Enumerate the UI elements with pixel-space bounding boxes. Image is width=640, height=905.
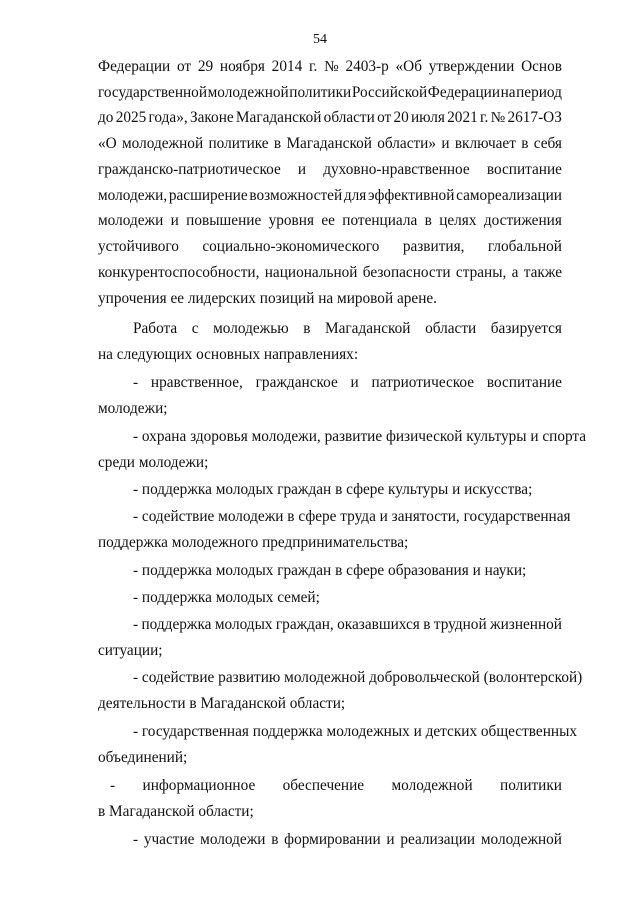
word: - — [133, 616, 139, 633]
word: Магаданской — [325, 320, 411, 337]
list-item — [110, 778, 562, 793]
word: Федерации — [98, 58, 171, 75]
word: устойчивого — [98, 238, 179, 255]
list-item-cont: деятельности в Магаданской области; — [98, 695, 346, 712]
list-item — [133, 832, 562, 847]
word: № — [490, 109, 506, 126]
word: информационное — [142, 777, 256, 794]
word: № — [324, 58, 339, 75]
word: воспитание — [486, 161, 562, 178]
paragraph-line — [98, 213, 562, 228]
word: с — [191, 320, 199, 337]
word: 2403-р — [345, 58, 389, 75]
word: в — [273, 135, 282, 152]
word: достижения — [483, 212, 562, 229]
word: «Об — [395, 58, 423, 75]
word: политике — [208, 135, 269, 152]
word: 20 — [393, 109, 409, 126]
word: молодежи, — [98, 187, 168, 204]
page-number: 54 — [313, 32, 327, 47]
word: молодежной — [480, 831, 562, 848]
word: Российской — [351, 84, 428, 101]
list-item-cont: ситуации; — [98, 642, 163, 659]
word: воспитание — [486, 374, 562, 391]
word: Магаданской — [235, 109, 322, 126]
word: в — [521, 135, 529, 152]
word: формировании — [284, 831, 381, 848]
word: базируется — [490, 320, 562, 337]
list-item-cont: объединений; — [98, 749, 188, 766]
paragraph-line — [98, 239, 562, 254]
word: политики — [289, 84, 352, 101]
word: 2014 — [271, 58, 303, 75]
word: также — [523, 264, 562, 281]
word: духовно-нравственное — [323, 161, 470, 178]
list-item — [133, 375, 562, 390]
word: г. — [480, 109, 489, 126]
word: государственной — [98, 84, 208, 101]
word: Магаданской — [286, 135, 372, 152]
word: политики — [500, 777, 562, 794]
word: молодежи — [98, 212, 164, 229]
paragraph-line: упрочения ее лидерских позиций на мировой арене. — [98, 290, 437, 307]
word: молодых — [214, 616, 273, 633]
paragraph-line — [133, 321, 562, 336]
word: в — [424, 212, 432, 229]
word: жизненной — [490, 616, 562, 633]
word: глобальной — [487, 238, 562, 255]
list-item: - поддержка молодых граждан в сфере культуры и искусства; — [133, 481, 533, 498]
word: области — [425, 320, 477, 337]
word: ноября — [219, 58, 265, 75]
word: и — [297, 161, 307, 178]
word: трудной — [433, 616, 487, 633]
word: и — [170, 212, 179, 229]
word: Работа — [133, 320, 178, 337]
word: конкурентоспособности, — [98, 264, 260, 281]
word: целях — [439, 212, 477, 229]
word: для — [343, 187, 367, 204]
list-item: - государственная поддержка молодежных и детских общественных — [133, 723, 577, 740]
word: 2021 — [447, 109, 478, 126]
word: молодежью — [213, 320, 289, 337]
word: социально-экономического — [202, 238, 380, 255]
paragraph-line — [98, 59, 562, 74]
word: расширение — [168, 187, 248, 204]
word: 2617-ОЗ — [507, 109, 562, 126]
word: молодежной — [122, 135, 204, 152]
list-item: - содействие развитию молодежной добровольческой (волонтерской) — [133, 669, 583, 686]
word: патриотическое — [371, 374, 475, 391]
list-item-cont: молодежи; — [98, 400, 168, 417]
paragraph-line: на следующих основных направлениях: — [98, 346, 359, 363]
list-item-cont: поддержка молодежного предпринимательства; — [98, 534, 409, 551]
word: уровня — [268, 212, 314, 229]
word: от — [176, 58, 192, 75]
word: оказавшихся — [337, 616, 420, 633]
list-item: - охрана здоровья молодежи, развитие физической культуры и спорта — [133, 428, 587, 445]
word: возможностей — [249, 187, 343, 204]
word: период — [516, 84, 562, 101]
word: - — [110, 777, 116, 794]
word: включает — [454, 135, 516, 152]
paragraph-line — [98, 85, 562, 100]
word: страны, — [455, 264, 507, 281]
word: себя — [533, 135, 562, 152]
paragraph-line — [98, 110, 562, 125]
word: г. — [309, 58, 318, 75]
word: молодежной — [391, 777, 473, 794]
paragraph-line — [98, 265, 562, 280]
list-item — [133, 617, 562, 632]
word: утверждении — [428, 58, 515, 75]
word: нравственное, — [150, 374, 243, 391]
word: в — [271, 831, 279, 848]
word: и — [441, 135, 450, 152]
word: развития, — [402, 238, 465, 255]
word: молодежи — [200, 831, 266, 848]
word: участие — [143, 831, 195, 848]
word: гражданское — [255, 374, 338, 391]
list-item-cont: среди молодежи; — [98, 454, 209, 471]
list-item: - поддержка молодых семей; — [133, 589, 320, 606]
word: - — [133, 831, 139, 848]
word: года», — [148, 109, 188, 126]
word: от — [377, 109, 392, 126]
word: - — [133, 374, 139, 391]
word: молодежной — [207, 84, 289, 101]
word: потенциала — [342, 212, 418, 229]
paragraph-line — [98, 136, 562, 151]
word: на — [500, 84, 516, 101]
word: ее — [321, 212, 335, 229]
word: реализации — [400, 831, 476, 848]
word: 29 — [197, 58, 214, 75]
list-item-cont: в Магаданской области; — [98, 803, 254, 820]
word: в — [303, 320, 311, 337]
word: гражданско-патриотическое — [98, 161, 281, 178]
word: эффективной — [368, 187, 455, 204]
word: поддержка — [141, 616, 212, 633]
list-item: - содействие молодежи в сфере труда и занятости, государственная — [133, 508, 571, 525]
list-item: - поддержка молодых граждан в сфере образования и науки; — [133, 562, 527, 579]
word: июля — [411, 109, 445, 126]
word: области» — [377, 135, 437, 152]
paragraph-line — [98, 188, 562, 203]
word: граждан, — [275, 616, 334, 633]
word: до — [98, 109, 114, 126]
word: Основ — [521, 58, 562, 75]
word: Федерации — [427, 84, 501, 101]
word: повышение — [186, 212, 262, 229]
word: Законе — [189, 109, 234, 126]
word: в — [423, 616, 431, 633]
word: обеспечение — [282, 777, 365, 794]
word: самореализации — [456, 187, 562, 204]
paragraph-line — [98, 162, 562, 177]
word: а — [511, 264, 519, 281]
word: и — [386, 831, 395, 848]
word: безопасности — [362, 264, 451, 281]
word: области — [323, 109, 375, 126]
word: 2025 — [115, 109, 147, 126]
word: и — [350, 374, 359, 391]
word: национальной — [264, 264, 358, 281]
word: «О — [98, 135, 117, 152]
